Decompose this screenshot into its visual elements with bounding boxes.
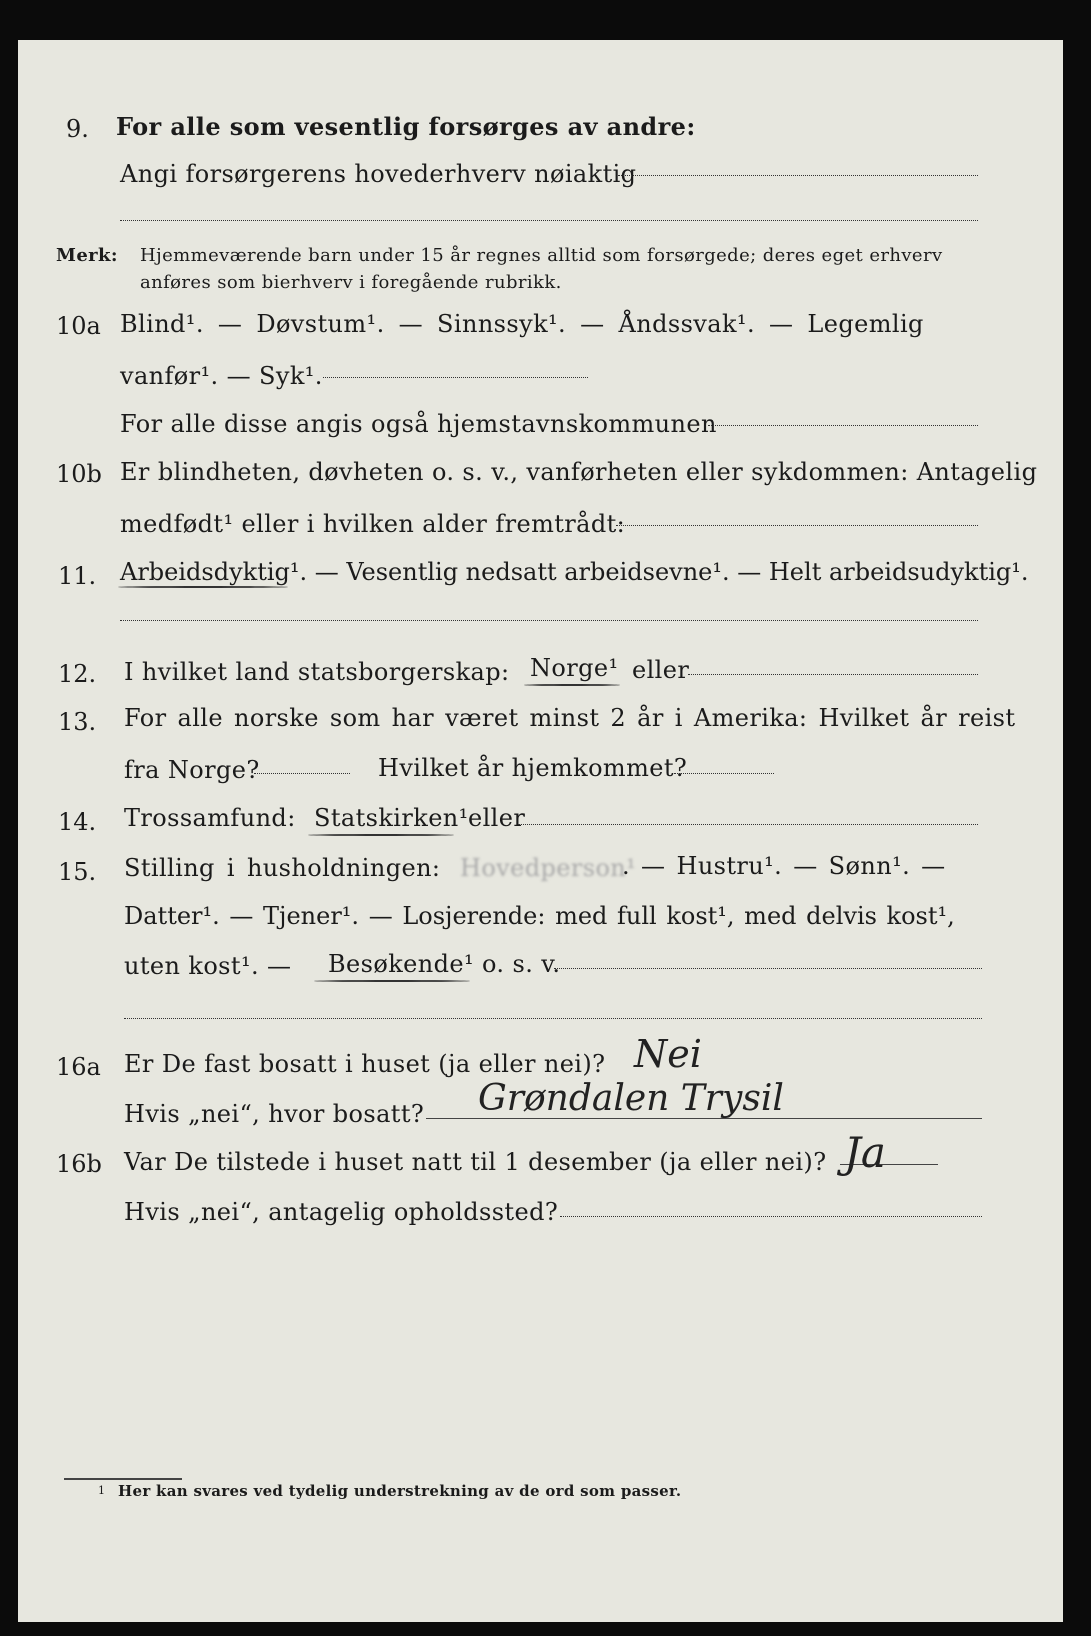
q16a-line1: Er De fast bosatt i huset (ja eller nei)?	[124, 1050, 606, 1078]
q10a-number: 10a	[56, 312, 101, 340]
q11-underline-arbeidsdyktig	[118, 586, 288, 588]
q9-line2: Angi forsørgerens hovederhverv nøiaktig	[120, 160, 637, 188]
q16a-line2: Hvis „nei“, hvor bosatt?	[124, 1100, 425, 1128]
q16a-handwritten-answer1: Nei	[634, 1032, 702, 1076]
q10b-answer-field[interactable]	[616, 525, 978, 526]
q13-number: 13.	[58, 708, 97, 736]
q15-line2: Datter¹. — Tjener¹. — Losjerende: med full kost¹, med delvis kost¹,	[124, 902, 955, 930]
q11-line1: Arbeidsdyktig¹. — Vesentlig nedsatt arbeidsevne¹. — Helt arbeidsudyktig¹.	[120, 558, 1029, 586]
q12-answer-field[interactable]	[688, 674, 978, 675]
q16a-handwritten-answer2: Grøndalen Trysil	[478, 1078, 784, 1119]
q15-line3c: o. s. v.	[482, 950, 561, 978]
q16b-number: 16b	[56, 1150, 102, 1178]
q15-answer-field-2[interactable]	[124, 1018, 982, 1019]
q14-underline-statskirken	[308, 834, 454, 836]
footnote-rule	[64, 1478, 182, 1480]
census-form-sheet	[18, 40, 1063, 1622]
q14-answer-field[interactable]	[518, 824, 978, 825]
footnote-text: Her kan svares ved tydelig understrekning av de ord som passer.	[118, 1482, 682, 1500]
q15-line1c: . — Hustru¹. — Sønn¹. —	[622, 852, 946, 880]
q12-underline-norge	[524, 684, 620, 686]
q15-answer-field[interactable]	[554, 968, 982, 969]
q15-number: 15.	[58, 858, 97, 886]
q13-line2a: fra Norge?	[124, 756, 260, 784]
q16b-line1: Var De tilstede i huset natt til 1 desember (ja eller nei)?	[124, 1148, 827, 1176]
q9-answer-field[interactable]	[618, 175, 978, 176]
q15-line3a: uten kost¹. —	[124, 952, 292, 980]
q10b-line2: medfødt¹ eller i hvilken alder fremtrådt:	[120, 510, 626, 538]
q9-line1: For alle som vesentlig forsørges av andre:	[116, 112, 696, 141]
q14-line1a: Trossamfund:	[124, 804, 296, 832]
q10a-line3: For alle disse angis også hjemstavnskommunen	[120, 410, 717, 438]
q14-line1c: eller	[468, 804, 526, 832]
q10a-line2: vanfør¹. — Syk¹.	[120, 362, 323, 390]
merk-label: Merk:	[56, 245, 118, 266]
footnote-mark: 1	[98, 1484, 106, 1497]
q15-line1b-erased: Hovedperson¹	[460, 854, 637, 882]
q10b-number: 10b	[56, 460, 102, 488]
q11-answer-field[interactable]	[120, 620, 978, 621]
q16b-line2: Hvis „nei“, antagelig opholdssted?	[124, 1198, 559, 1226]
q13-hjemkommet-field[interactable]	[674, 773, 774, 774]
q14-line1b: Statskirken¹	[314, 804, 469, 832]
q16b-handwritten-answer: Ja	[844, 1128, 886, 1177]
q15-line1a: Stilling i husholdningen:	[124, 854, 441, 882]
q12-line1a: I hvilket land statsborgerskap:	[124, 658, 510, 686]
q10a-hjemstavn-field[interactable]	[708, 425, 978, 426]
merk-line2: anføres som bierhverv i foregående rubrikk.	[140, 272, 562, 293]
q15-line3b: Besøkende¹	[328, 950, 474, 978]
q9-answer-field-2[interactable]	[120, 220, 978, 221]
q12-line1b: Norge¹	[530, 654, 619, 682]
q10a-line1: Blind¹. — Døvstum¹. — Sinnssyk¹. — Åndssvak¹. — Legemlig	[120, 310, 924, 338]
q14-number: 14.	[58, 808, 97, 836]
q13-line1: For alle norske som har været minst 2 år i Amerika: Hvilket år reist	[124, 704, 1016, 732]
q16b-answer-field[interactable]	[560, 1216, 982, 1217]
q15-underline-besokende	[314, 980, 470, 982]
q12-number: 12.	[58, 660, 97, 688]
q10a-answer-field[interactable]	[323, 377, 588, 378]
q11-number: 11.	[58, 562, 97, 590]
q16a-number: 16a	[56, 1053, 101, 1081]
q13-line2b: Hvilket år hjemkommet?	[378, 754, 688, 782]
q9-number: 9.	[66, 115, 89, 143]
q13-reist-field[interactable]	[254, 773, 350, 774]
merk-line1: Hjemmeværende barn under 15 år regnes alltid som forsørgede; deres eget erhverv	[140, 245, 943, 266]
q10b-line1: Er blindheten, døvheten o. s. v., vanførheten eller sykdommen: Antagelig	[120, 458, 1038, 486]
q12-line1c: eller	[632, 656, 690, 684]
